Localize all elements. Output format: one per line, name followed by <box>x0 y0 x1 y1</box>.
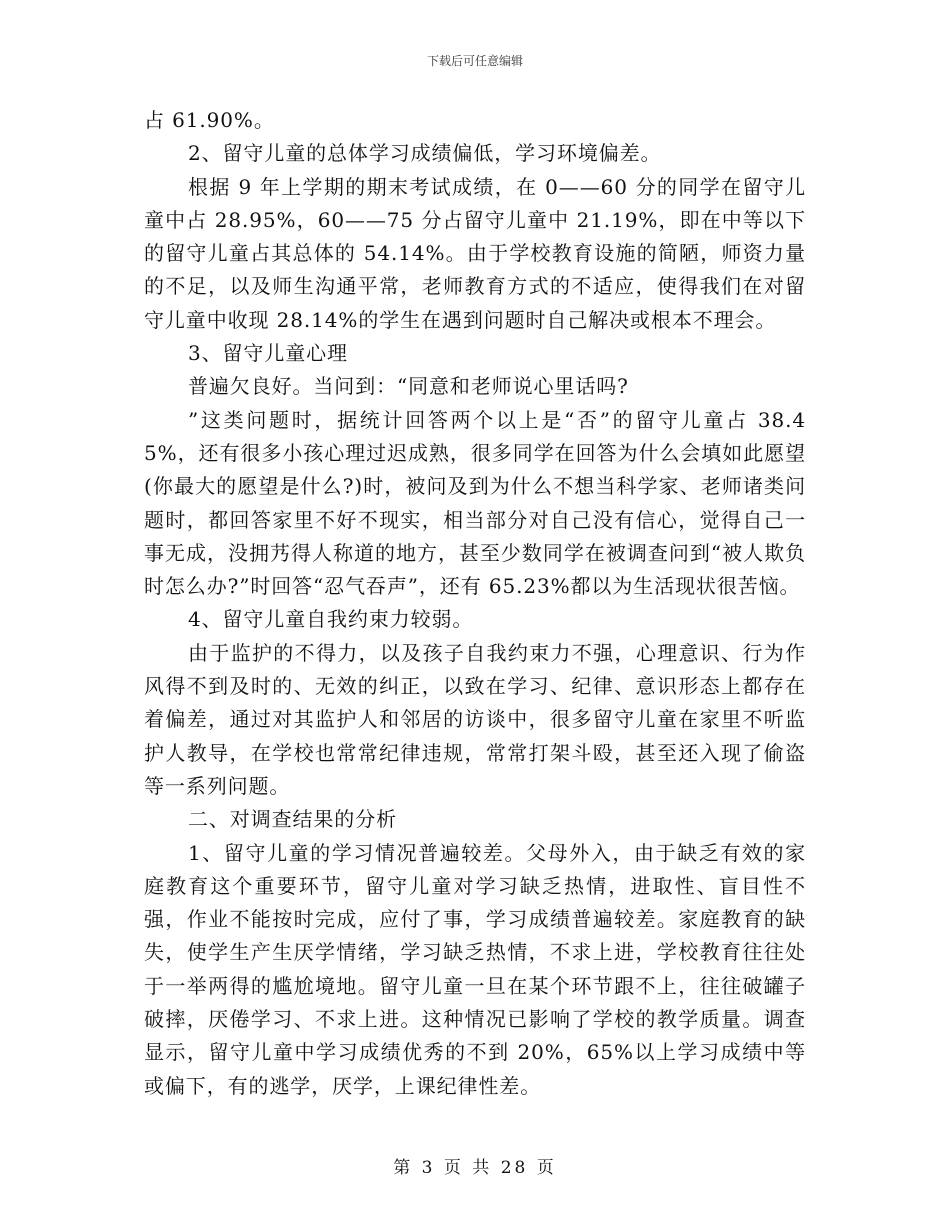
paragraph: 1、留守儿童的学习情况普遍较差。父母外入，由于缺乏有效的家庭教育这个重要环节，留守儿童对学习缺乏热情，进取性、盲目性不强，作业不能按时完成，应付了事，学习成绩普遍较差。家庭教育的缺失，使学生产生厌学情绪，学习缺乏热情，不求上进，学校教育往往处于一举两得的尴尬境地。留守儿童一旦在某个环节跟不上，往往破罐子破摔，厌倦学习、不求上进。这种情况已影响了学校的教学质量。调查显示，留守儿童中学习成绩优秀的不到 20%，65%以上学习成绩中等或偏下，有的逃学，厌学，上课纪律性差。 <box>144 840 806 1098</box>
paragraph: 3、留守儿童心理 <box>188 341 348 366</box>
page-footer: 第 3 页 共 28 页 <box>393 1158 557 1178</box>
paragraph: 普遍欠良好。当问到：“同意和老师说心里话吗? <box>188 374 629 399</box>
paragraph: 4、留守儿童自我约束力较弱。 <box>188 607 474 632</box>
paragraph: 占 61.90%。 <box>144 108 275 132</box>
paragraph: ”这类问题时，据统计回答两个以上是“否”的留守儿童占 38.45%，还有很多小孩心理过迟成熟，很多同学在回答为什么会填如此愿望(你最大的愿望是什么?)时，被问及到为什么不想当科学家、老师诸类问题时，都回答家里不好不现实，相当部分对自己没有信心，觉得自己一事无成，没拥艿得人称道的地方，甚至少数同学在被调查问到“被人欺负时怎么办?”时回答“忍气吞声”，还有 65.23%都以为生活现状很苦恼。 <box>144 407 806 599</box>
paragraph: 根据 9 年上学期的期末考试成绩，在 0——60 分的同学在留守儿童中占 28.95%，60——75 分占留守儿童中 21.19%，即在中等以下的留守儿童占其总体的 54.14%。由于学校教育设施的简陋，师资力量的不足，以及师生沟通平常，老师教育方式的不适应，使得我们在对留守儿童中收现 28.14%的学生在遇到问题时自己解决或根本不理会。 <box>144 174 806 332</box>
paragraph: 2、留守儿童的总体学习成绩偏低，学习环境偏差。 <box>188 141 662 166</box>
page-header: 下载后可任意编辑 <box>426 54 523 68</box>
paragraph: 由于监护的不得力，以及孩子自我约束力不强，心理意识、行为作风得不到及时的、无效的纠正，以致在学习、纪律、意识形态上都存在着偏差，通过对其监护人和邻居的访谈中，很多留守儿童在家里不听监护人教导，在学校也常常纪律违规，常常打架斗殴，甚至还入现了偷盗等一系列问题。 <box>144 640 806 798</box>
paragraph: 二、对调查结果的分析 <box>188 807 397 832</box>
document-body <box>144 104 806 1103</box>
